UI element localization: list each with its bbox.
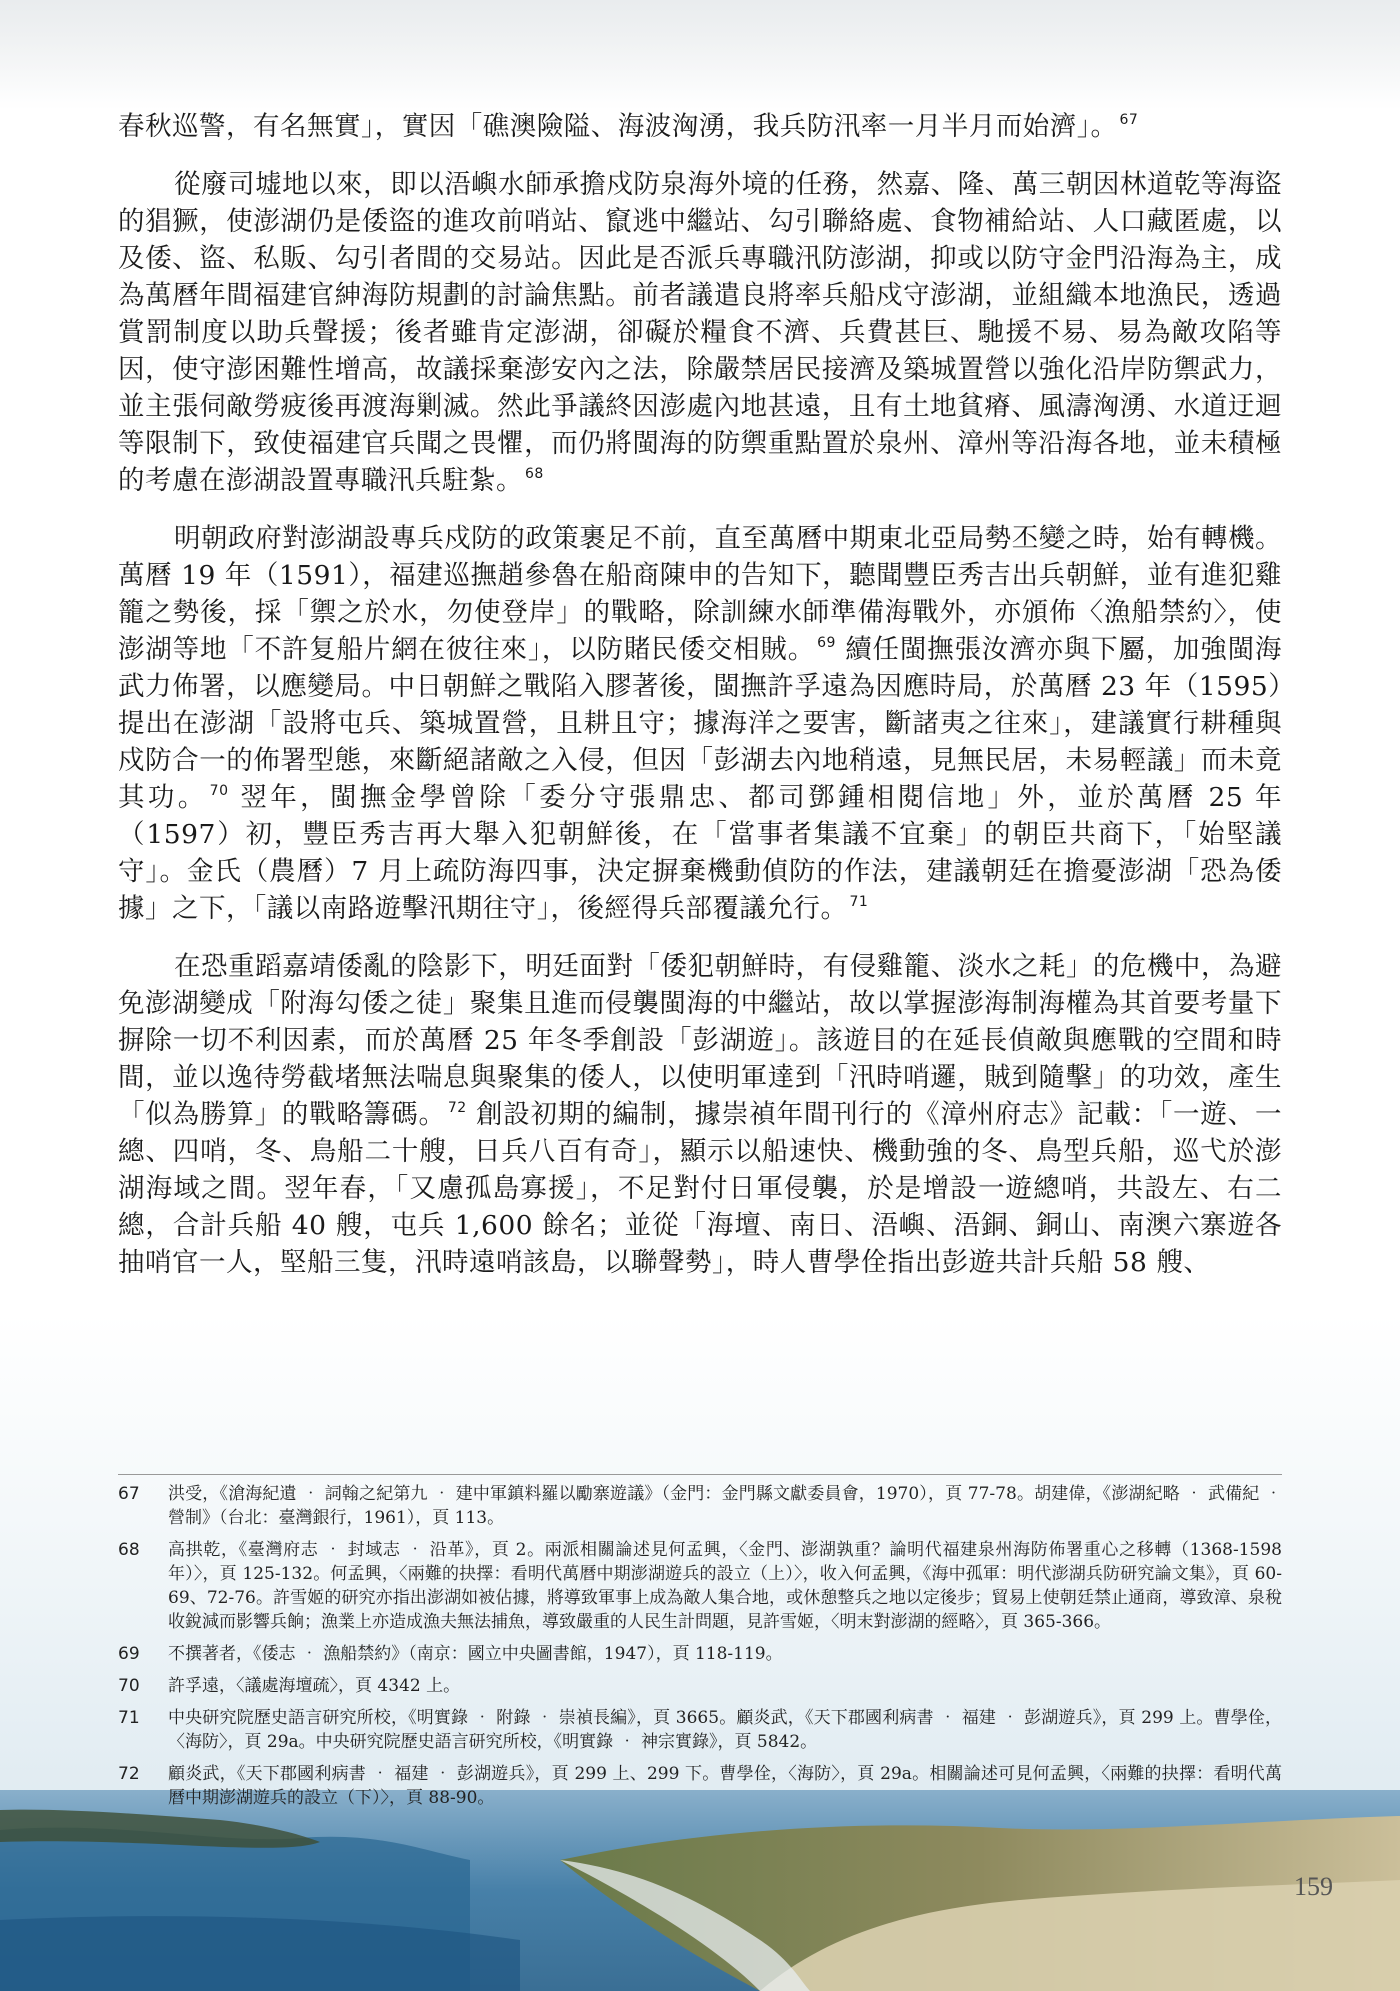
paragraph-1-text: 春秋巡警，有名無實」，實因「礁澳險隘、海波洶湧，我兵防汛率一月半月而始濟」。 — [118, 111, 1118, 142]
footnote-text: 顧炎武，《天下郡國利病書 ‧ 福建 ‧ 彭湖遊兵》，頁 299 上、299 下。曹學佺，〈海防〉，頁 29a。相關論述可見何孟興，〈兩難的抉擇：看明代萬曆中期澎湖遊兵的設立（下）〉，頁 88-90。 — [168, 1764, 1282, 1808]
footnote-number: 69 — [118, 1644, 140, 1664]
paragraph-3-text-b: 續任閩撫張汝濟亦與下屬，加強閩海武力佈署，以應變局。中日朝鮮之戰陷入膠著後，閩撫許孚遠為因應時局，於萬曆 23 年（1595）提出在澎湖「設將屯兵、築城置營，且耕且守；據海洋之要害，斷諸夷之往來」，建議實行耕種與戍防合一的佈署型態，來斷絕諸敵之入侵，但因「彭湖去內地稍遠，見無民居，未易輕議」而未竟其功。 — [118, 634, 1283, 813]
footnote-ref-68: 68 — [525, 466, 544, 482]
footnote-72 — [118, 1762, 1282, 1810]
footnote-ref-67: 67 — [1119, 112, 1139, 128]
footnote-number: 67 — [118, 1484, 140, 1504]
footnote-68 — [118, 1538, 1282, 1634]
coastal-landscape-image — [0, 1790, 1400, 1991]
footnotes-section — [118, 1482, 1282, 1818]
footnote-text: 中央研究院歷史語言研究所校，《明實錄 ‧ 附錄 ‧ 崇禎長編》，頁 3665。顧炎武，《天下郡國利病書 ‧ 福建 ‧ 彭湖遊兵》，頁 299 上。曹學佺，〈海防〉，頁 29a。中央研究院歷史語言研究所校，《明實錄 ‧ 神宗實錄》，頁 5842。 — [168, 1708, 1282, 1752]
main-text-column — [118, 108, 1282, 1302]
footnote-number: 71 — [118, 1708, 140, 1728]
footnote-text: 許孚遠，〈議處海壇疏〉，頁 4342 上。 — [168, 1676, 461, 1696]
paragraph-3 — [118, 520, 1282, 927]
footnote-ref-71: 71 — [849, 894, 869, 910]
footnote-divider — [118, 1474, 1282, 1475]
footnote-text: 不撰著者，《倭志 ‧ 漁船禁約》（南京：國立中央圖書館，1947），頁 118-119。 — [168, 1644, 783, 1664]
footnote-70 — [118, 1674, 1282, 1698]
paragraph-1 — [118, 108, 1282, 145]
paragraph-4-text-b: 創設初期的編制，據崇禎年間刊行的《漳州府志》記載：「一遊、一總、四哨，冬、鳥船二十艘，日兵八百有奇」，顯示以船速快、機動強的冬、鳥型兵船，巡弋於澎湖海域之間。翌年春，「又慮孤島寡援」，不足對付日軍侵襲，於是增設一遊總哨，共設左、右二總，合計兵船 40 艘，屯兵 1,600 餘名；並從「海壇、南日、浯嶼、浯銅、銅山、南澳六寨遊各抽哨官一人，堅船三隻，汛時遠哨該島，以聯聲勢」，時人曹學佺指出彭遊共計兵船 58 艘、 — [118, 1099, 1282, 1278]
paragraph-4-text-a: 在恐重蹈嘉靖倭亂的陰影下，明廷面對「倭犯朝鮮時，有侵雞籠、淡水之耗」的危機中，為避免澎湖變成「附海勾倭之徒」聚集且進而侵襲閩海的中繼站，故以掌握澎海制海權為其首要考量下摒除一切不利因素，而於萬曆 25 年冬季創設「彭湖遊」。該遊目的在延長偵敵與應戰的空間和時間，並以逸待勞截堵無法喘息與聚集的倭人，以使明軍達到「汛時哨邏，賊到隨擊」的功效，產生「似為勝算」的戰略籌碼。 — [118, 951, 1282, 1130]
footnote-text: 洪受，《滄海紀遺 ‧ 詞翰之紀第九 ‧ 建中軍鎮料羅以勵寨遊議》（金門：金門縣文獻委員會，1970），頁 77-78。胡建偉，《澎湖紀略 ‧ 武備紀 ‧ 營制》（台北：臺灣銀行，1961），頁 113。 — [168, 1484, 1282, 1528]
footnote-text: 高拱乾，《臺灣府志 ‧ 封域志 ‧ 沿革》，頁 2。兩派相關論述見何孟興，〈金門、澎湖孰重？論明代福建泉州海防佈署重心之移轉（1368-1598 年）〉，頁 125-132。何孟興，〈兩難的抉擇：看明代萬曆中期澎湖遊兵的設立（上）〉，收入何孟興，《海中孤軍：明代澎湖兵防研究論文集》，頁 60-69、72-76。許雪姬的研究亦指出澎湖如被佔據，將導致軍事上成為敵人集合地，或休憩整兵之地以定後步；貿易上使朝廷禁止通商，導致漳、泉稅收銳減而影響兵餉；漁業上亦造成漁夫無法捕魚，導致嚴重的人民生計問題，見許雪姬，〈明末對澎湖的經略〉，頁 365-366。 — [168, 1540, 1282, 1632]
page-number: 159 — [1294, 1872, 1333, 1901]
footnote-number: 68 — [118, 1540, 140, 1560]
footnote-ref-70: 70 — [209, 783, 229, 799]
footnote-71 — [118, 1706, 1282, 1754]
paragraph-2 — [118, 166, 1282, 499]
paragraph-3-text-c: 翌年，閩撫金學曾除「委分守張鼎忠、都司鄧鍾相閱信地」外，並於萬曆 25 年（1597）初，豐臣秀吉再大舉入犯朝鮮後，在「當事者集議不宜棄」的朝臣共商下，「始堅議守」。金氏（農曆）7 月上疏防海四事，決定摒棄機動偵防的作法，建議朝廷在擔憂澎湖「恐為倭據」之下，「議以南路遊擊汛期往守」，後經得兵部覆議允行。 — [118, 782, 1282, 924]
paragraph-3-text-a: 明朝政府對澎湖設專兵戍防的政策裹足不前，直至萬曆中期東北亞局勢丕變之時，始有轉機。萬曆 19 年（1591），福建巡撫趙參魯在船商陳申的告知下，聽聞豐臣秀吉出兵朝鮮，並有進犯雞籠之勢後，採「禦之於水，勿使登岸」的戰略，除訓練水師準備海戰外，亦頒佈〈漁船禁約〉，使澎湖等地「不許复船片網在彼往來」，以防賭民倭交相賊。 — [118, 523, 1282, 665]
paragraph-4 — [118, 948, 1282, 1281]
footnote-number: 70 — [118, 1676, 140, 1696]
footnote-number: 72 — [118, 1764, 140, 1784]
footnote-69 — [118, 1642, 1282, 1666]
footnote-ref-72: 72 — [447, 1100, 467, 1116]
footnote-ref-69: 69 — [817, 635, 836, 651]
footnote-67 — [118, 1482, 1282, 1530]
top-page-fade — [0, 0, 1400, 110]
paragraph-2-text: 從廢司墟地以來，即以浯嶼水師承擔戍防泉海外境的任務，然嘉、隆、萬三朝因林道乾等海盜的猖獗，使澎湖仍是倭盜的進攻前哨站、竄逃中繼站、勾引聯絡處、食物補給站、人口藏匿處，以及倭、盜、私販、勾引者間的交易站。因此是否派兵專職汛防澎湖，抑或以防守金門沿海為主，成為萬曆年間福建官紳海防規劃的討論焦點。前者議遣良將率兵船戍守澎湖，並組織本地漁民，透過賞罰制度以助兵聲援；後者雖肯定澎湖，卻礙於糧食不濟、兵費甚巨、馳援不易、易為敵攻陷等因，使守澎困難性增高，故議採棄澎安內之法，除嚴禁居民接濟及築城置營以強化沿岸防禦武力，並主張伺敵勞疲後再渡海剿滅。然此爭議終因澎處內地甚遠，且有土地貧瘠、風濤洶湧、水道迂迴等限制下，致使福建官兵聞之畏懼，而仍將閩海的防禦重點置於泉州、漳州等沿海各地，並未積極的考慮在澎湖設置專職汛兵駐紮。 — [118, 169, 1282, 496]
